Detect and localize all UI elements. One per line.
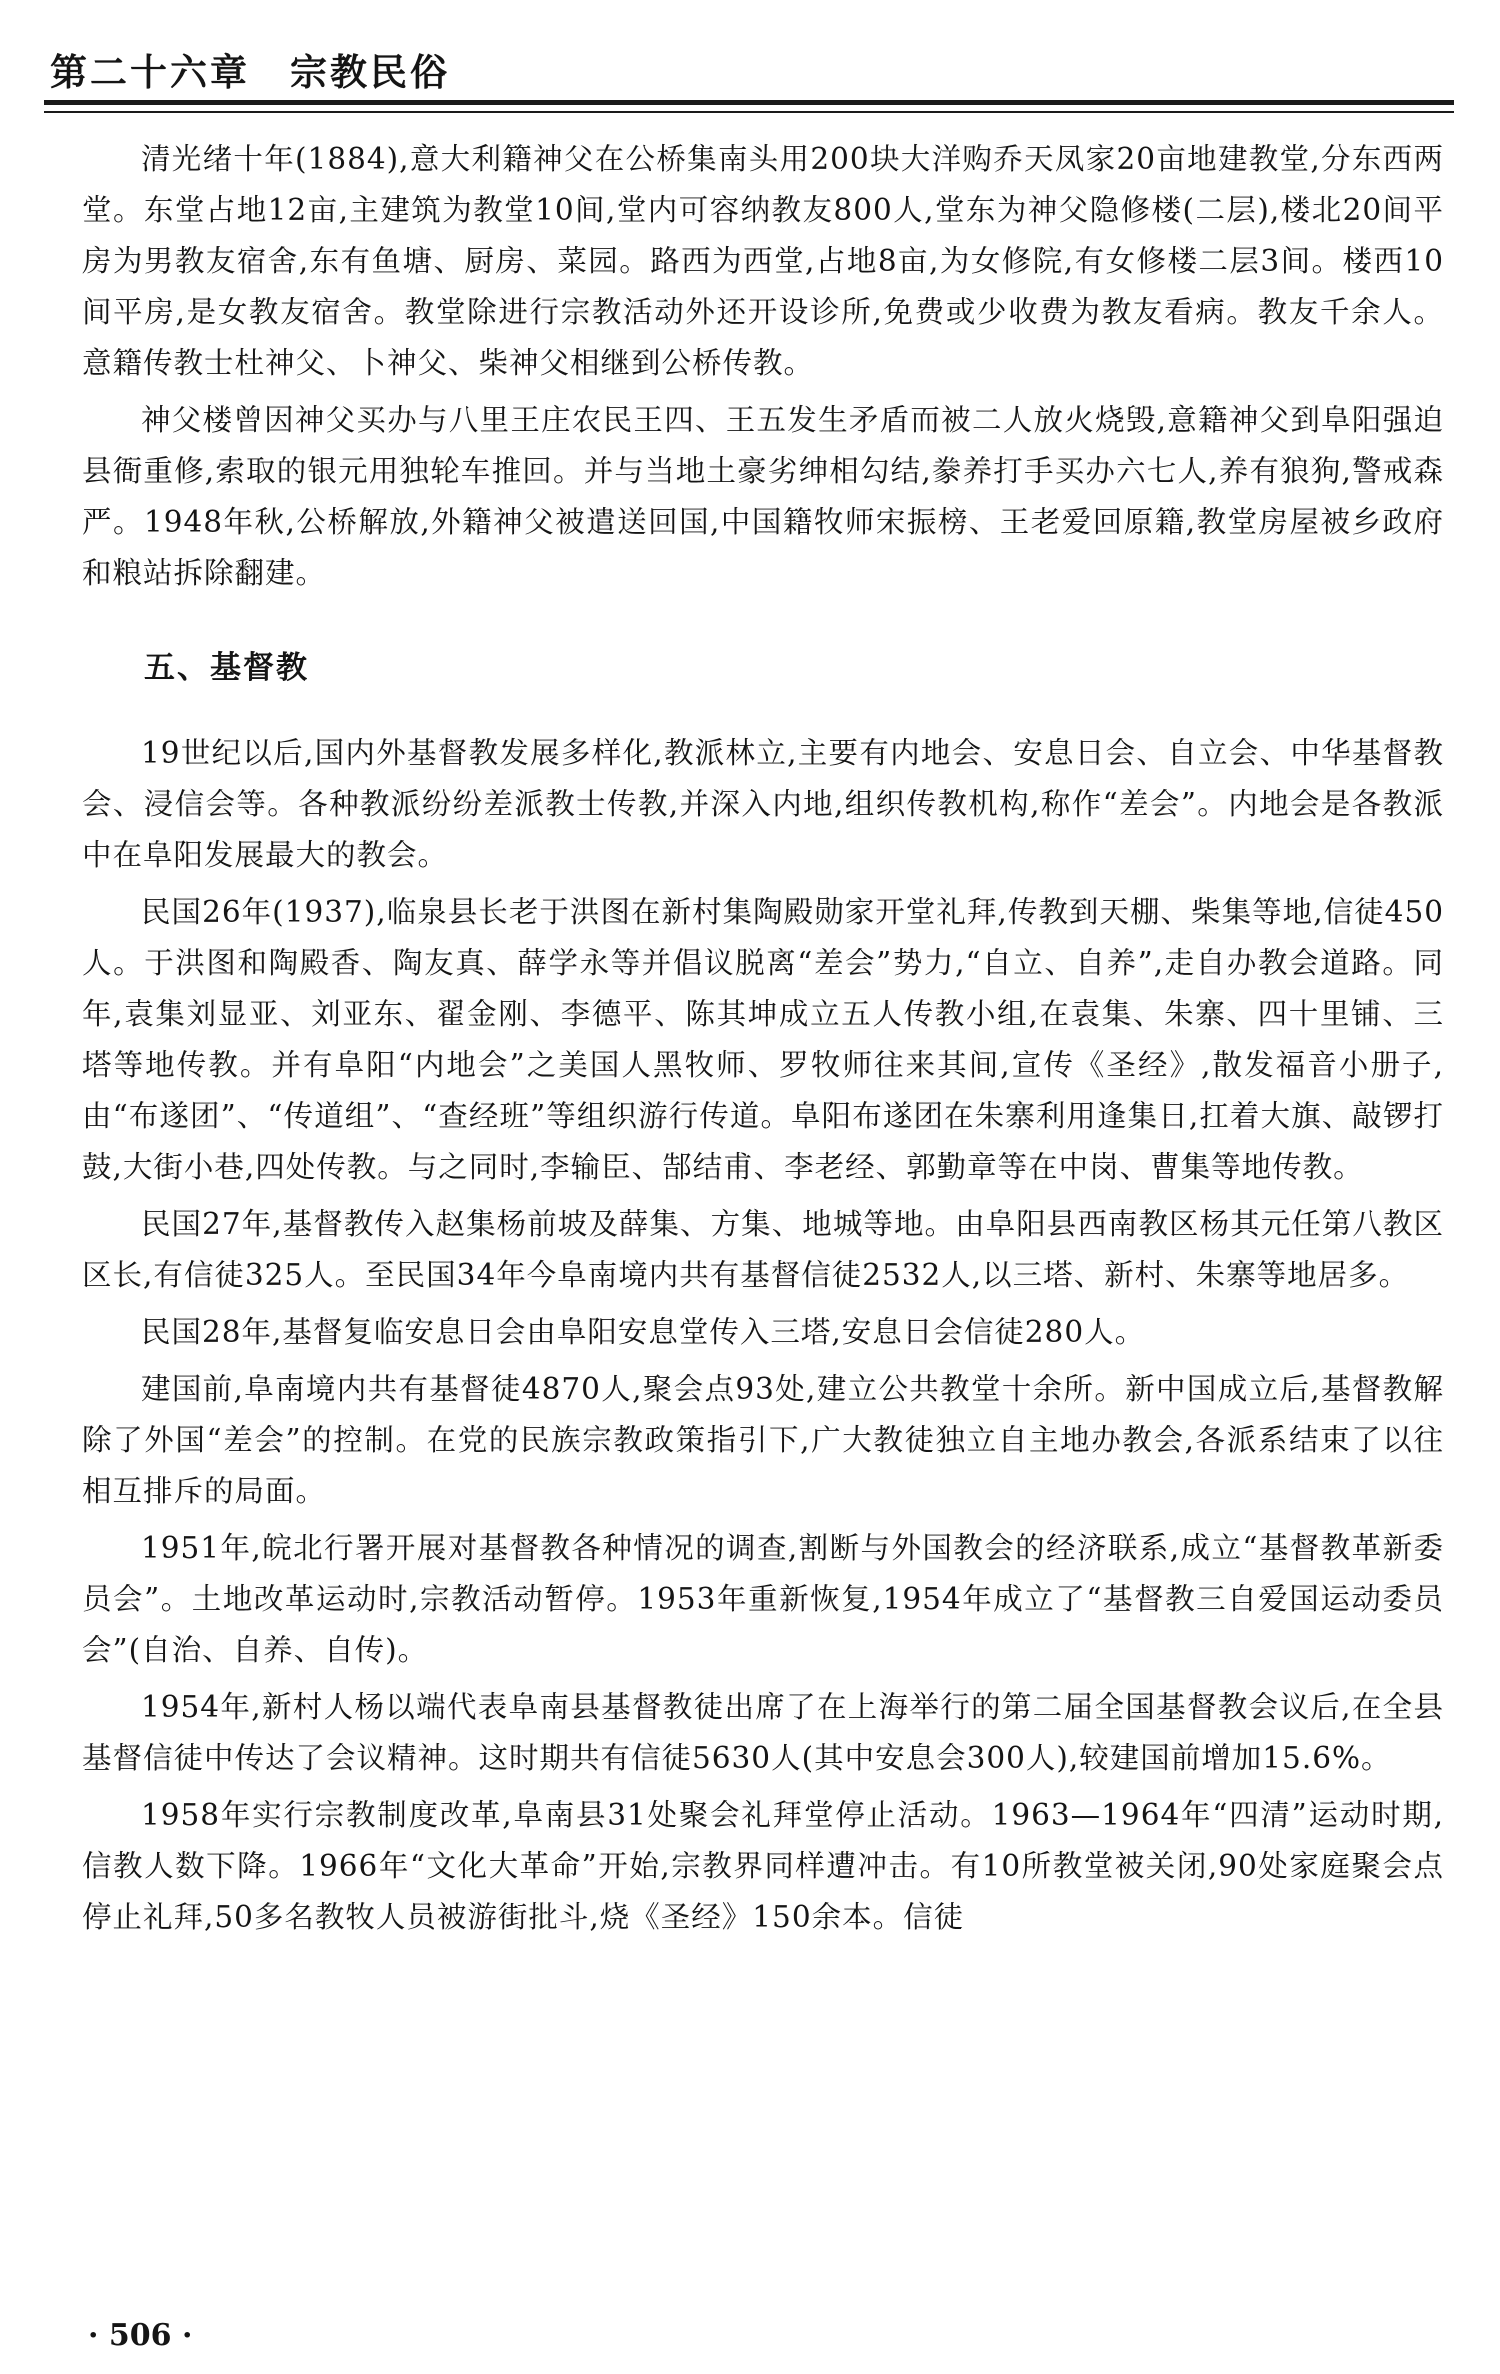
paragraph: 1954年,新村人杨以端代表阜南县基督教徒出席了在上海举行的第二届全国基督教会议后,在全县基督信徒中传达了会议精神。这时期共有信徒5630人(其中安息会300人),较建国前增加15.6%。 xyxy=(82,1690,1444,1775)
header-rule-thick xyxy=(44,100,1454,105)
paragraph: 清光绪十年(1884),意大利籍神父在公桥集南头用200块大洋购乔天凤家20亩地建教堂,分东西两堂。东堂占地12亩,主建筑为教堂10间,堂内可容纳教友800人,堂东为神父隐修楼(二层),楼北20间平房为男教友宿舍,东有鱼塘、厨房、菜园。路西为西堂,占地8亩,为女修院,有女修楼二层3间。楼西10间平房,是女教友宿舍。教堂除进行宗教活动外还开设诊所,免费或少收费为教友看病。教友千余人。意籍传教士杜神父、卜神父、柴神父相继到公桥传教。 xyxy=(82,142,1444,380)
paragraph: 19世纪以后,国内外基督教发展多样化,教派林立,主要有内地会、安息日会、自立会、中华基督教会、浸信会等。各种教派纷纷差派教士传教,并深入内地,组织传教机构,称作“差会”。内地会是各教派中在阜阳发展最大的教会。 xyxy=(82,736,1444,872)
paragraph: 1958年实行宗教制度改革,阜南县31处聚会礼拜堂停止活动。1963—1964年“四清”运动时期,信教人数下降。1966年“文化大革命”开始,宗教界同样遭冲击。有10所教堂被关闭,90处家庭聚会点停止礼拜,50多名教牧人员被游街批斗,烧《圣经》150余本。信徒 xyxy=(82,1798,1444,1934)
section-heading: 五、基督教 xyxy=(144,650,309,686)
paragraph: 建国前,阜南境内共有基督徒4870人,聚会点93处,建立公共教堂十余所。新中国成立后,基督教解除了外国“差会”的控制。在党的民族宗教政策指引下,广大教徒独立自主地办教会,各派系结束了以往相互排斥的局面。 xyxy=(82,1372,1444,1508)
header-rule-thin xyxy=(44,111,1454,113)
paragraph: 民国27年,基督教传入赵集杨前坡及薛集、方集、地城等地。由阜阳县西南教区杨其元任第八教区区长,有信徒325人。至民国34年今阜南境内共有基督信徒2532人,以三塔、新村、朱寨等地居多。 xyxy=(82,1207,1444,1292)
page-number: · 506 · xyxy=(88,2318,193,2353)
paragraph: 神父楼曾因神父买办与八里王庄农民王四、王五发生矛盾而被二人放火烧毁,意籍神父到阜阳强迫县衙重修,索取的银元用独轮车推回。并与当地土豪劣绅相勾结,豢养打手买办六七人,养有狼狗,警戒森严。1948年秋,公桥解放,外籍神父被遣送回国,中国籍牧师宋振榜、王老爱回原籍,教堂房屋被乡政府和粮站拆除翻建。 xyxy=(82,403,1444,590)
paragraph: 民国26年(1937),临泉县长老于洪图在新村集陶殿勋家开堂礼拜,传教到天棚、柴集等地,信徒450人。于洪图和陶殿香、陶友真、薛学永等并倡议脱离“差会”势力,“自立、自养”,走自办教会道路。同年,袁集刘显亚、刘亚东、翟金刚、李德平、陈其坤成立五人传教小组,在袁集、朱寨、四十里铺、三塔等地传教。并有阜阳“内地会”之美国人黑牧师、罗牧师往来其间,宣传《圣经》,散发福音小册子,由“布遂团”、“传道组”、“查经班”等组织游行传道。阜阳布遂团在朱寨利用逢集日,扛着大旗、敲锣打鼓,大街小巷,四处传教。与之同时,李输臣、郜结甫、李老经、郭勤章等在中岗、曹集等地传教。 xyxy=(82,895,1444,1184)
body-text xyxy=(82,134,1444,1949)
paragraph: 1951年,皖北行署开展对基督教各种情况的调查,割断与外国教会的经济联系,成立“基督教革新委员会”。土地改革运动时,宗教活动暂停。1953年重新恢复,1954年成立了“基督教三自爱国运动委员会”(自治、自养、自传)。 xyxy=(82,1531,1444,1667)
running-header: 第二十六章 宗教民俗 xyxy=(50,51,450,94)
paragraph: 民国28年,基督复临安息日会由阜阳安息堂传入三塔,安息日会信徒280人。 xyxy=(141,1315,1146,1349)
